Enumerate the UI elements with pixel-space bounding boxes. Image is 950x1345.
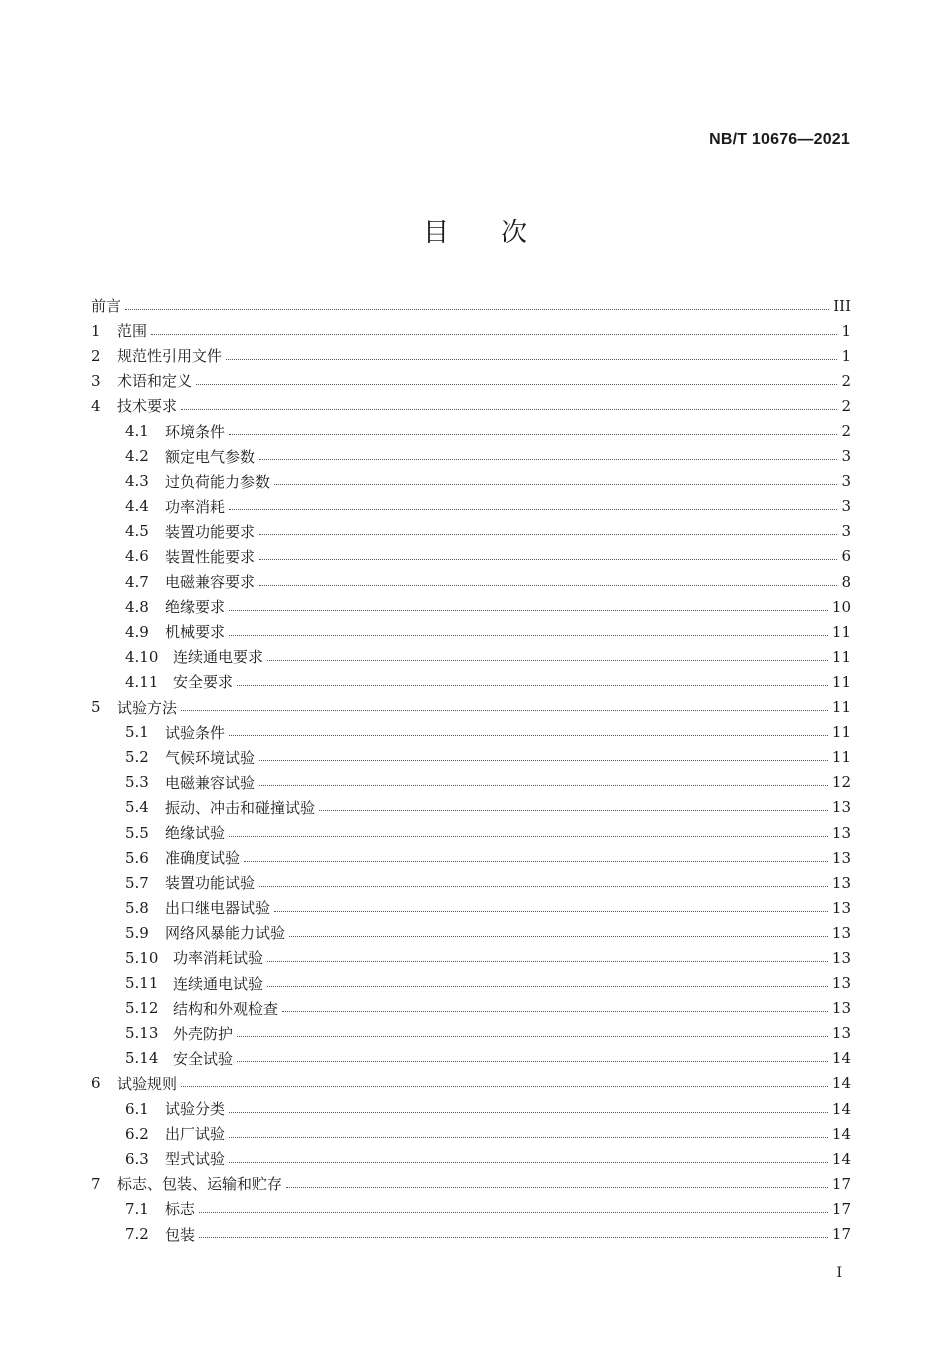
toc-entry-title: 装置功能要求 bbox=[165, 522, 256, 541]
toc-entry-title: 机械要求 bbox=[165, 623, 226, 642]
toc-entry-page: 13 bbox=[831, 898, 851, 917]
toc-entry[interactable] bbox=[91, 920, 851, 945]
toc-entry-number: 5.3 bbox=[125, 773, 149, 792]
toc-entry[interactable] bbox=[91, 1046, 851, 1071]
toc-entry-page: 11 bbox=[831, 723, 851, 742]
toc-entry-title: 网络风暴能力试验 bbox=[165, 924, 286, 943]
dot-leader bbox=[196, 383, 837, 385]
toc-entry[interactable] bbox=[91, 669, 851, 694]
toc-entry-title: 连续通电试验 bbox=[173, 974, 264, 993]
toc-entry-page: 2 bbox=[841, 371, 851, 390]
toc-entry-number: 5.6 bbox=[125, 848, 149, 867]
dot-leader bbox=[125, 308, 829, 310]
dot-leader bbox=[226, 358, 837, 360]
toc-entry-page: 12 bbox=[831, 773, 851, 792]
toc-entry-page: 8 bbox=[841, 572, 851, 591]
toc-entry-page: 13 bbox=[831, 923, 851, 942]
toc-entry-title: 外壳防护 bbox=[173, 1024, 234, 1043]
toc-entry-number: 5.2 bbox=[125, 748, 149, 767]
toc-entry-page: 11 bbox=[831, 698, 851, 717]
toc-entry-number: 6.1 bbox=[125, 1099, 149, 1118]
dot-leader bbox=[229, 835, 828, 837]
toc-entry-number: 5.5 bbox=[125, 823, 149, 842]
toc-entry-title: 型式试验 bbox=[165, 1150, 226, 1169]
toc-entry-number: 4.5 bbox=[125, 522, 149, 541]
toc-entry[interactable] bbox=[91, 644, 851, 669]
dot-leader bbox=[259, 558, 837, 560]
dot-leader bbox=[259, 784, 828, 786]
toc-entry-page: 13 bbox=[831, 873, 851, 892]
toc-entry-title: 电磁兼容要求 bbox=[165, 573, 256, 592]
toc-entry[interactable] bbox=[91, 870, 851, 895]
toc-entry-number: 6.3 bbox=[125, 1149, 149, 1168]
toc-entry-title: 气候环境试验 bbox=[165, 748, 256, 767]
toc-entry-number: 4.7 bbox=[125, 572, 149, 591]
dot-leader bbox=[289, 935, 828, 937]
toc-entry[interactable] bbox=[91, 544, 851, 569]
toc-entry-page: 13 bbox=[831, 823, 851, 842]
toc-entry-number: 4.10 bbox=[125, 647, 159, 666]
page-number: I bbox=[836, 1265, 842, 1281]
toc-entry-number: 4.6 bbox=[125, 547, 149, 566]
toc-entry-title: 结构和外观检查 bbox=[173, 999, 279, 1018]
toc-entry[interactable] bbox=[91, 971, 851, 996]
dot-leader bbox=[237, 1035, 828, 1037]
toc-entry-number: 4.8 bbox=[125, 597, 149, 616]
toc-entry-number: 5.9 bbox=[125, 923, 149, 942]
toc-entry[interactable] bbox=[91, 368, 851, 393]
toc-entry[interactable] bbox=[91, 1146, 851, 1171]
toc-entry-number: 4.3 bbox=[125, 472, 149, 491]
toc-entry-number: 5.8 bbox=[125, 898, 149, 917]
dot-leader bbox=[237, 1060, 828, 1062]
toc-entry-number: 4.2 bbox=[125, 447, 149, 466]
toc-entry-number: 5.12 bbox=[125, 999, 159, 1018]
toc-entry-title: 绝缘要求 bbox=[165, 598, 226, 617]
toc-entry-number: 5.10 bbox=[125, 948, 159, 967]
toc-entry-page: 11 bbox=[831, 672, 851, 691]
toc-entry-page: 3 bbox=[841, 522, 851, 541]
toc-entry-title: 准确度试验 bbox=[165, 849, 241, 868]
toc-entry-title: 装置性能要求 bbox=[165, 547, 256, 566]
toc-title-right: 次 bbox=[501, 218, 528, 248]
toc-entry-page: 14 bbox=[831, 1074, 851, 1093]
toc-entry-number: 4.1 bbox=[125, 422, 149, 441]
toc-entry-number: 7.2 bbox=[125, 1225, 149, 1244]
toc-entry-number: 4.4 bbox=[125, 497, 149, 516]
dot-leader bbox=[259, 458, 837, 460]
toc-entry-number: 5.1 bbox=[125, 723, 149, 742]
toc-entry-page: 13 bbox=[831, 1024, 851, 1043]
dot-leader bbox=[237, 684, 828, 686]
toc-entry-number: 5.4 bbox=[125, 798, 149, 817]
dot-leader bbox=[181, 408, 837, 410]
dot-leader bbox=[259, 759, 828, 761]
dot-leader bbox=[274, 483, 837, 485]
dot-leader bbox=[181, 709, 828, 711]
toc-entry-page: 13 bbox=[831, 974, 851, 993]
dot-leader bbox=[181, 1085, 828, 1087]
toc-entry[interactable] bbox=[91, 945, 851, 970]
toc-entry[interactable] bbox=[91, 469, 851, 494]
dot-leader bbox=[267, 985, 828, 987]
dot-leader bbox=[199, 1236, 828, 1238]
toc-entry[interactable] bbox=[91, 569, 851, 594]
dot-leader bbox=[244, 860, 828, 862]
toc-entry[interactable] bbox=[91, 1171, 851, 1196]
toc-entry[interactable] bbox=[91, 444, 851, 469]
toc-entry-title: 规范性引用文件 bbox=[117, 347, 223, 366]
dot-leader bbox=[267, 960, 828, 962]
toc-entry[interactable] bbox=[91, 519, 851, 544]
toc-entry-number: 5.11 bbox=[125, 974, 159, 993]
toc-entry-page: 11 bbox=[831, 748, 851, 767]
toc-entry-number: 6.2 bbox=[125, 1124, 149, 1143]
toc-entry[interactable] bbox=[91, 1021, 851, 1046]
toc-entry[interactable] bbox=[91, 695, 851, 720]
toc-entry-title: 标志 bbox=[165, 1200, 196, 1219]
dot-leader bbox=[274, 910, 828, 912]
toc-entry-number: 5.13 bbox=[125, 1024, 159, 1043]
toc-entry[interactable] bbox=[91, 996, 851, 1021]
dot-leader bbox=[319, 809, 828, 811]
toc-entry-title: 功率消耗 bbox=[165, 497, 226, 516]
toc-entry-title: 安全要求 bbox=[173, 673, 234, 692]
dot-leader bbox=[286, 1186, 828, 1188]
toc-entry[interactable] bbox=[91, 795, 851, 820]
toc-entry-page: 14 bbox=[831, 1124, 851, 1143]
toc-entry-page: 1 bbox=[841, 321, 851, 340]
dot-leader bbox=[229, 433, 837, 435]
toc-entry-page: 1 bbox=[841, 346, 851, 365]
toc-entry-title: 功率消耗试验 bbox=[173, 949, 264, 968]
toc-entry-page: 6 bbox=[841, 547, 851, 566]
dot-leader bbox=[199, 1211, 828, 1213]
toc-entry-number: 4.11 bbox=[125, 672, 159, 691]
table-of-contents bbox=[91, 293, 851, 1247]
toc-entry-number: 4.9 bbox=[125, 622, 149, 641]
toc-entry-title: 范围 bbox=[117, 322, 148, 341]
toc-entry-page: 14 bbox=[831, 1099, 851, 1118]
toc-entry-page: 13 bbox=[831, 948, 851, 967]
toc-entry-title: 额定电气参数 bbox=[165, 447, 256, 466]
toc-entry[interactable] bbox=[91, 720, 851, 745]
toc-entry-page: 2 bbox=[841, 422, 851, 441]
dot-leader bbox=[229, 634, 828, 636]
toc-entry-title: 绝缘试验 bbox=[165, 824, 226, 843]
toc-entry[interactable] bbox=[91, 293, 851, 318]
toc-entry[interactable] bbox=[91, 1121, 851, 1146]
toc-entry-page: 13 bbox=[831, 999, 851, 1018]
toc-title bbox=[0, 212, 950, 249]
dot-leader bbox=[229, 1111, 828, 1113]
toc-entry-page: 17 bbox=[831, 1199, 851, 1218]
dot-leader bbox=[267, 659, 828, 661]
toc-entry[interactable] bbox=[91, 594, 851, 619]
toc-entry-title: 包装 bbox=[165, 1225, 196, 1244]
toc-entry-title: 试验分类 bbox=[165, 1100, 226, 1119]
toc-entry-number: 4 bbox=[91, 396, 101, 415]
toc-entry-number: 1 bbox=[91, 321, 101, 340]
dot-leader bbox=[229, 734, 828, 736]
toc-entry-title: 振动、冲击和碰撞试验 bbox=[165, 798, 316, 817]
toc-entry-page: 2 bbox=[841, 396, 851, 415]
toc-entry-page: 3 bbox=[841, 497, 851, 516]
toc-entry-title: 试验条件 bbox=[165, 723, 226, 742]
toc-entry-title: 安全试验 bbox=[173, 1049, 234, 1068]
dot-leader bbox=[259, 584, 837, 586]
toc-entry-page: 11 bbox=[831, 622, 851, 641]
toc-entry-title: 技术要求 bbox=[117, 397, 178, 416]
toc-entry-page: 3 bbox=[841, 447, 851, 466]
toc-entry-number: 3 bbox=[91, 371, 101, 390]
toc-entry-page: 11 bbox=[831, 647, 851, 666]
toc-entry-page: 14 bbox=[831, 1149, 851, 1168]
toc-title-left: 目 bbox=[422, 218, 449, 248]
toc-entry[interactable] bbox=[91, 418, 851, 443]
dot-leader bbox=[259, 533, 837, 535]
toc-entry-number: 2 bbox=[91, 346, 101, 365]
toc-entry-title: 前言 bbox=[91, 297, 122, 316]
toc-entry-title: 标志、包装、运输和贮存 bbox=[117, 1175, 283, 1194]
toc-entry[interactable] bbox=[91, 845, 851, 870]
toc-entry-number: 6 bbox=[91, 1074, 101, 1093]
toc-entry-number: 5.7 bbox=[125, 873, 149, 892]
toc-entry-title: 装置功能试验 bbox=[165, 874, 256, 893]
toc-entry-title: 过负荷能力参数 bbox=[165, 472, 271, 491]
dot-leader bbox=[229, 508, 837, 510]
dot-leader bbox=[229, 609, 828, 611]
toc-entry-number: 5.14 bbox=[125, 1049, 159, 1068]
toc-entry-title: 术语和定义 bbox=[117, 372, 193, 391]
toc-entry-page: 17 bbox=[831, 1225, 851, 1244]
toc-entry-title: 电磁兼容试验 bbox=[165, 773, 256, 792]
toc-entry-page: 13 bbox=[831, 848, 851, 867]
toc-entry-page: III bbox=[833, 296, 851, 315]
toc-entry[interactable] bbox=[91, 1221, 851, 1246]
toc-entry[interactable] bbox=[91, 318, 851, 343]
toc-entry-title: 连续通电要求 bbox=[173, 648, 264, 667]
toc-entry[interactable] bbox=[91, 393, 851, 418]
document-code: NB/T 10676—2021 bbox=[709, 131, 850, 148]
dot-leader bbox=[259, 885, 828, 887]
dot-leader bbox=[151, 333, 837, 335]
toc-entry-number: 7 bbox=[91, 1174, 101, 1193]
toc-entry[interactable] bbox=[91, 820, 851, 845]
toc-entry[interactable] bbox=[91, 1071, 851, 1096]
toc-entry-page: 17 bbox=[831, 1174, 851, 1193]
toc-entry-number: 5 bbox=[91, 698, 101, 717]
toc-entry[interactable] bbox=[91, 1096, 851, 1121]
toc-entry-title: 环境条件 bbox=[165, 422, 226, 441]
toc-entry-number: 7.1 bbox=[125, 1199, 149, 1218]
toc-entry-page: 10 bbox=[831, 597, 851, 616]
dot-leader bbox=[229, 1136, 828, 1138]
toc-entry-title: 试验规则 bbox=[117, 1074, 178, 1093]
dot-leader bbox=[282, 1010, 828, 1012]
toc-entry[interactable] bbox=[91, 619, 851, 644]
toc-entry-page: 3 bbox=[841, 472, 851, 491]
toc-entry-page: 14 bbox=[831, 1049, 851, 1068]
toc-entry[interactable] bbox=[91, 494, 851, 519]
toc-entry-page: 13 bbox=[831, 798, 851, 817]
toc-entry[interactable] bbox=[91, 895, 851, 920]
toc-entry-title: 出口继电器试验 bbox=[165, 899, 271, 918]
toc-entry-title: 出厂试验 bbox=[165, 1125, 226, 1144]
toc-entry[interactable] bbox=[91, 745, 851, 770]
toc-entry[interactable] bbox=[91, 343, 851, 368]
toc-entry[interactable] bbox=[91, 770, 851, 795]
dot-leader bbox=[229, 1161, 828, 1163]
toc-entry-title: 试验方法 bbox=[117, 698, 178, 717]
toc-entry[interactable] bbox=[91, 1196, 851, 1221]
